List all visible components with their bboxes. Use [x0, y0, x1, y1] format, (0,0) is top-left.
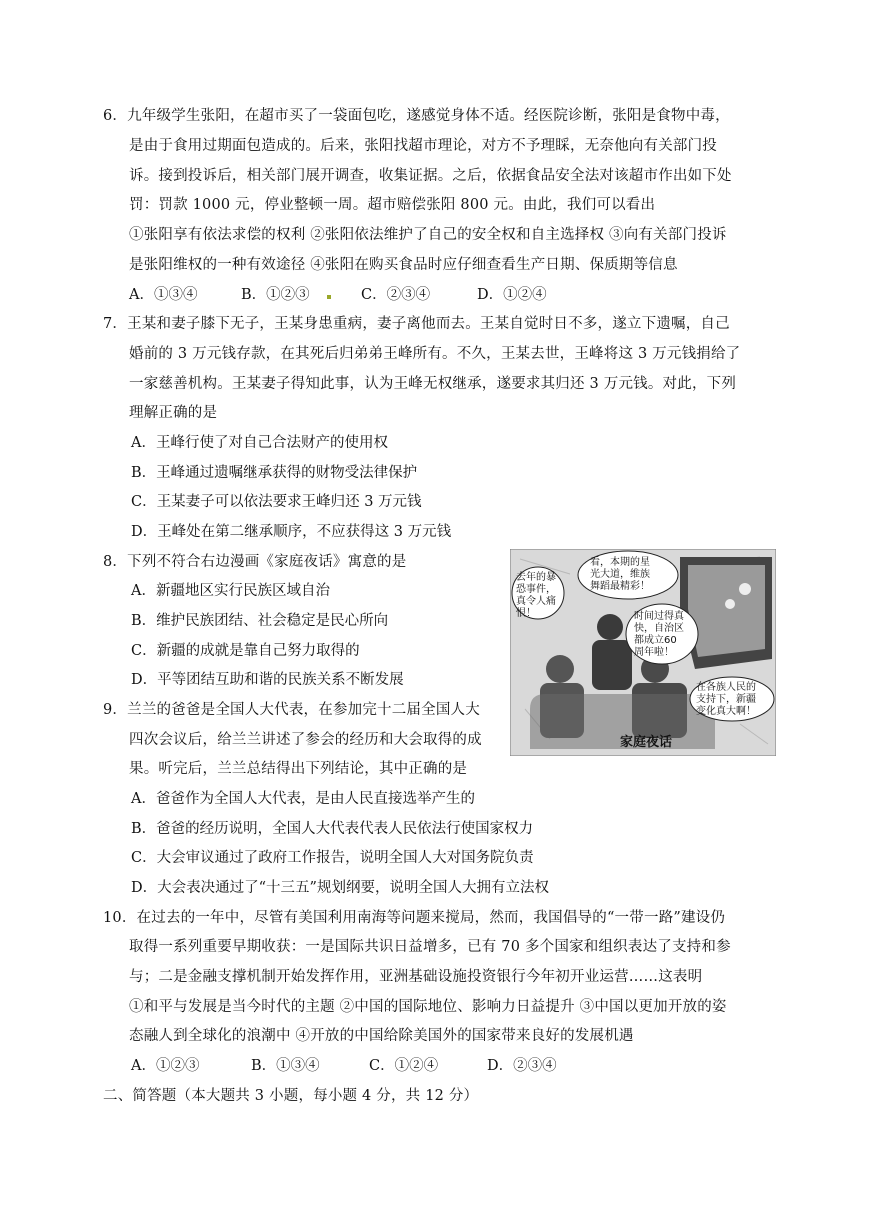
bubble1-line3: 真令人痛	[516, 596, 556, 607]
family-night-talk-cartoon	[510, 549, 776, 756]
q9-option-b: B．爸爸的经历说明，全国人大代表代表人民依法行使国家权力	[131, 821, 534, 837]
q9-option-a: A．爸爸作为全国人大代表，是由人民直接选举产生的	[131, 791, 475, 807]
section-2-heading: 二、简答题（本大题共 3 小题，每小题 4 分，共 12 分）	[103, 1088, 479, 1104]
q6-line-1: 6．九年级学生张阳，在超市买了一袋面包吃，遂感觉身体不适。经医院诊断，张阳是食物中毒，	[103, 108, 730, 124]
cartoon-caption: 家庭夜话	[620, 735, 673, 750]
q6-line-6: 是张阳维权的一种有效途径 ④张阳在购买食品时应仔细查看生产日期、保质期等信息	[129, 257, 678, 273]
bubble4-line3: 变化真大啊！	[696, 706, 756, 717]
bubble3-line3: 都成立60	[634, 635, 677, 646]
q8-option-d: D．平等团结互助和谐的民族关系不断发展	[131, 672, 404, 688]
q10-line-5: 态融人到全球化的浪潮中 ④开放的中国给除美国外的国家带来良好的发展机遇	[129, 1028, 634, 1044]
q7-option-a: A．王峰行使了对自己合法财产的使用权	[131, 435, 388, 451]
bubble1-line4: 恨！	[516, 608, 536, 619]
q10-option-c: C．①②④	[369, 1058, 439, 1074]
q9-line-3: 果。听完后，兰兰总结得出下列结论，其中正确的是	[129, 761, 468, 777]
q10-line-3: 与；二是金融支撑机制开始发挥作用，亚洲基础设施投资银行今年初开业运营……这表明	[129, 969, 703, 985]
bubble3-line2: 快，自治区	[634, 623, 684, 634]
q9-line-2: 四次会议后，给兰兰讲述了参会的经历和大会取得的成	[129, 732, 482, 748]
bubble3-line1: 时间过得真	[634, 611, 684, 622]
q10-line-4: ①和平与发展是当今时代的主题 ②中国的国际地位、影响力日益提升 ③中国以更加开放的姿	[129, 999, 727, 1015]
q6-line-4: 罚：罚款 1000 元，停业整顿一周。超市赔偿张阳 800 元。由此，我们可以看出	[129, 197, 656, 213]
stray-mark	[327, 295, 331, 299]
q9-option-c: C．大会审议通过了政府工作报告，说明全国人大对国务院负责	[131, 850, 534, 866]
bubble4-line1: 在各族人民的	[696, 682, 756, 693]
q6-line-3: 诉。接到投诉后，相关部门展开调查，收集证据。之后，依据食品安全法对该超市作出如下处	[129, 168, 732, 184]
q6-line-2: 是由于食用过期面包造成的。后来，张阳找超市理论，对方不予理睬，无奈他向有关部门投	[129, 138, 717, 154]
q8-option-a: A．新疆地区实行民族区域自治	[131, 583, 330, 599]
q7-option-c: C．王某妻子可以依法要求王峰归还 3 万元钱	[131, 494, 422, 510]
q7-line-2: 婚前的 3 万元钱存款，在其死后归弟弟王峰所有。不久，王某去世，王峰将这 3 万元钱捐给了	[129, 346, 741, 362]
q6-line-5: ①张阳享有依法求偿的权利 ②张阳依法维护了自己的安全权和自主选择权 ③向有关部门投诉	[129, 227, 727, 243]
q10-option-b: B．①③④	[251, 1058, 320, 1074]
bubble1-line1: 去年的暴	[516, 572, 556, 583]
q10-option-a: A．①②③	[131, 1058, 200, 1074]
q8-stem: 8．下列不符合右边漫画《家庭夜话》寓意的是	[103, 554, 407, 570]
bubble2-line1: 看，本期的星	[590, 557, 650, 568]
bubble1-line2: 恐事件，	[516, 584, 556, 595]
q10-line-1: 10．在过去的一年中，尽管有美国利用南海等问题来搅局，然而，我国倡导的“一带一路”建设仍	[103, 910, 726, 926]
q8-option-c: C．新疆的成就是靠自己努力取得的	[131, 643, 360, 659]
q6-option-a: A．①③④	[129, 287, 198, 303]
q10-option-d: D．②③④	[487, 1058, 557, 1074]
q7-line-4: 理解正确的是	[129, 405, 218, 421]
bubble2-line2: 光大道，维族	[590, 569, 650, 580]
bubble2-line3: 舞蹈最精彩！	[590, 581, 650, 592]
q10-line-2: 取得一系列重要早期收获：一是国际共识日益增多，已有 70 多个国家和组织表达了支持和参	[129, 939, 731, 955]
q7-option-d: D．王峰处在第二继承顺序，不应获得这 3 万元钱	[131, 524, 452, 540]
q8-option-b: B．维护民族团结、社会稳定是民心所向	[131, 613, 389, 629]
tv-icon	[680, 557, 772, 669]
bubble3-line4: 周年啦！	[634, 647, 674, 658]
q7-line-1: 7．王某和妻子膝下无子，王某身患重病，妻子离他而去。王某自觉时日不多，遂立下遗嘱，自己	[103, 316, 730, 332]
q9-line-1: 9．兰兰的爸爸是全国人大代表，在参加完十二届全国人大	[103, 702, 480, 718]
q6-option-d: D．①②④	[477, 287, 547, 303]
q6-option-b: B．①②③	[241, 287, 310, 303]
q6-option-c: C．②③④	[361, 287, 431, 303]
bubble4-line2: 支持下，新疆	[696, 694, 756, 705]
q7-line-3: 一家慈善机构。王某妻子得知此事，认为王峰无权继承，遂要求其归还 3 万元钱。对此，下列	[129, 376, 737, 392]
q7-option-b: B．王峰通过遗嘱继承获得的财物受法律保护	[131, 465, 418, 481]
q9-option-d: D．大会表决通过了“十三五”规划纲要，说明全国人大拥有立法权	[131, 880, 549, 896]
